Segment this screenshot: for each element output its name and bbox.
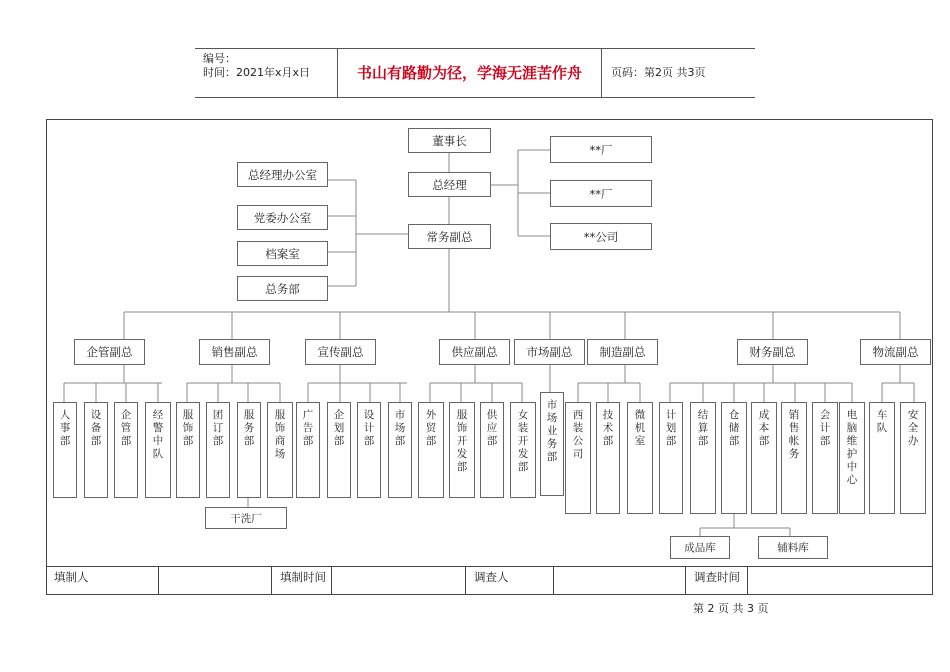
- dept-fleet: 车队: [869, 402, 895, 514]
- dept-design: 设计部: [357, 402, 381, 498]
- investigator-value[interactable]: [554, 567, 686, 594]
- survey-time-value[interactable]: [748, 567, 933, 594]
- party-office-box: 党委办公室: [237, 205, 328, 230]
- dept-advert: 广告部: [296, 402, 320, 498]
- general-affairs-box: 总务部: [237, 276, 328, 301]
- dept-plan: 计划部: [659, 402, 683, 514]
- finished-store-box: 成品库: [670, 536, 730, 559]
- market-vp-box: 市场副总: [514, 339, 585, 365]
- dept-group-order: 团订部: [206, 402, 230, 498]
- time-label: 时间：2021年x月x日: [203, 66, 311, 79]
- motto: 书山有路勤为径，学海无涯苦作舟: [338, 49, 602, 97]
- dept-tech: 技术部: [596, 402, 620, 514]
- investigator-label: 调查人: [466, 567, 554, 594]
- dept-management: 企管部: [114, 402, 138, 498]
- factory-1-box: **厂: [550, 136, 652, 163]
- dept-equipment: 设备部: [84, 402, 108, 498]
- dept-planning: 企划部: [327, 402, 351, 498]
- dept-security: 安全办: [900, 402, 926, 514]
- prep-time-label: 填制时间: [272, 567, 332, 594]
- chairman-box: 董事长: [408, 128, 491, 153]
- gm-office-box: 总经理办公室: [237, 162, 328, 187]
- dept-pc-center: 电脑维护中心: [839, 402, 865, 514]
- finance-vp-box: 财务副总: [737, 339, 808, 365]
- dept-suit-co: 西装公司: [565, 402, 591, 514]
- preparer-value[interactable]: [159, 567, 272, 594]
- dept-sales-acct: 销售帐务: [781, 402, 807, 514]
- dept-apparel-dev: 服饰开发部: [449, 402, 475, 498]
- supply-vp-box: 供应副总: [439, 339, 510, 365]
- publicity-vp-box: 宣传副总: [305, 339, 376, 365]
- dept-cost: 成本部: [751, 402, 777, 514]
- number-label: 编号：: [203, 52, 236, 65]
- company-box: **公司: [550, 223, 652, 250]
- sales-vp-box: 销售副总: [199, 339, 270, 365]
- page-footer: 第 2 页 共 3 页: [693, 602, 769, 615]
- dept-accounting: 会计部: [812, 402, 838, 514]
- dept-micro-room: 微机室: [627, 402, 653, 514]
- exec-vp-box: 常务副总: [408, 224, 491, 249]
- enterprise-vp-box: 企管副总: [74, 339, 145, 365]
- archives-box: 档案室: [237, 241, 328, 266]
- dept-hr: 人事部: [53, 402, 77, 498]
- dept-police: 经警中队: [145, 402, 171, 498]
- dry-clean-box: 干洗厂: [205, 507, 287, 529]
- dept-market: 市场部: [388, 402, 412, 498]
- dept-warehouse: 仓储部: [721, 402, 747, 514]
- dept-mall: 服饰商场: [267, 402, 293, 498]
- page-label: 页码：第2页 共3页: [611, 66, 706, 79]
- dept-supply: 供应部: [480, 402, 504, 498]
- dept-service: 服务部: [237, 402, 261, 498]
- dept-womens-dev: 女装开发部: [510, 402, 536, 498]
- footer-table: [46, 566, 933, 594]
- dept-settlement: 结算部: [690, 402, 716, 514]
- factory-2-box: **厂: [550, 180, 652, 207]
- dept-apparel: 服饰部: [176, 402, 200, 498]
- logistics-vp-box: 物流副总: [860, 339, 931, 365]
- material-store-box: 辅料库: [758, 536, 828, 559]
- gm-box: 总经理: [408, 172, 491, 197]
- manufacturing-vp-box: 制造副总: [587, 339, 658, 365]
- dept-foreign-trade: 外贸部: [418, 402, 444, 498]
- dept-market-biz: 市场业务部: [540, 392, 564, 496]
- survey-time-label: 调查时间: [686, 567, 748, 594]
- prep-time-value[interactable]: [332, 567, 466, 594]
- preparer-label: 填制人: [46, 567, 159, 594]
